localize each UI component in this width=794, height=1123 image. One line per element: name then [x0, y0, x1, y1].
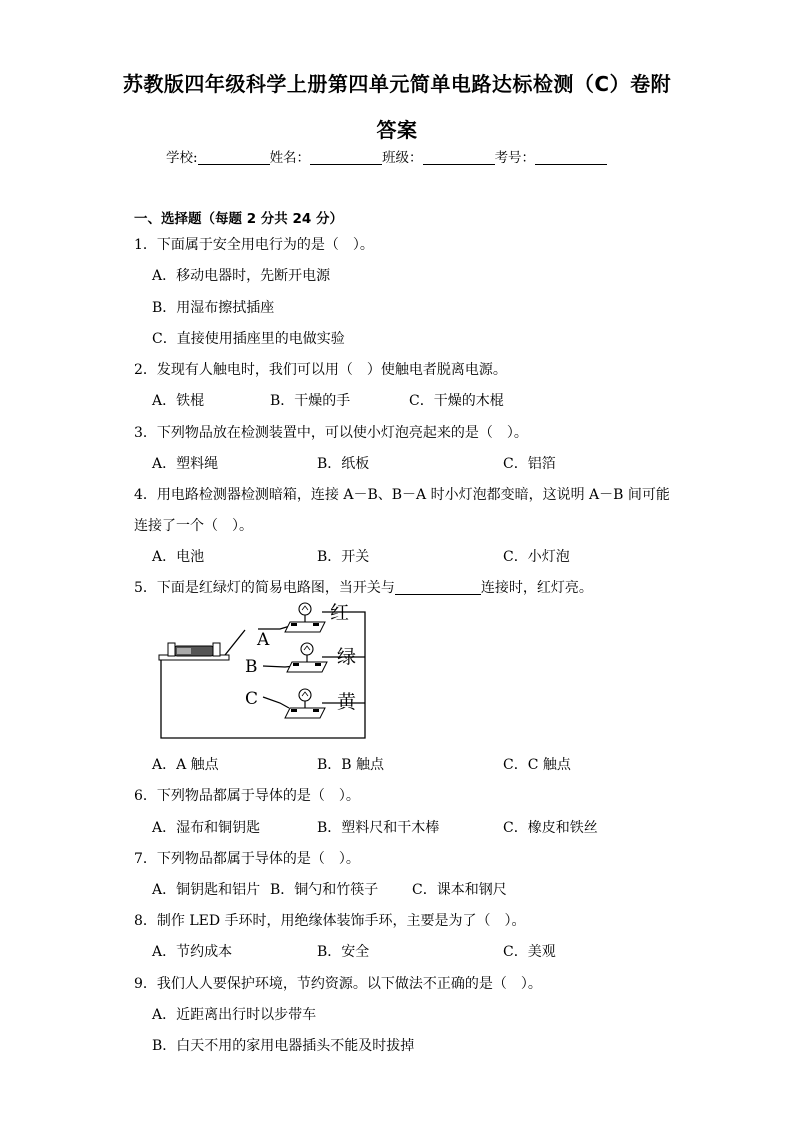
green-label: 绿 — [337, 646, 357, 668]
class-blank[interactable] — [423, 150, 495, 165]
q3-option-a: A．塑料绳 — [152, 456, 219, 472]
section-heading: 一、选择题（每题 2 分共 24 分） — [134, 211, 343, 227]
q6-option-c: C．橡皮和铁丝 — [503, 820, 598, 836]
question-6: 6．下列物品都属于导体的是（ ）。 — [134, 788, 360, 804]
contact-b-label: B — [245, 657, 258, 677]
q8-option-c: C．美观 — [503, 944, 556, 960]
q8-option-b: B．安全 — [317, 944, 370, 960]
page-title-continued: 答案 — [376, 118, 418, 142]
q8-option-a: A．节约成本 — [152, 944, 233, 960]
q2-option-c: C．干燥的木棍 — [409, 393, 504, 409]
school-label: 学校: — [166, 150, 198, 166]
question-4-continued: 连接了一个（ ）。 — [134, 518, 253, 534]
q4-option-b: B．开关 — [317, 549, 370, 565]
q3-option-c: C．铝箔 — [503, 456, 556, 472]
q1-option-b: B．用湿布擦拭插座 — [152, 300, 275, 316]
q3-option-b: B．纸板 — [317, 456, 370, 472]
q7-option-a: A．铜钥匙和铝片 — [152, 882, 261, 898]
question-5-text: 5．下面是红绿灯的简易电路图，当开关与 — [134, 580, 395, 596]
q4-option-c: C．小灯泡 — [503, 549, 570, 565]
q5-option-a: A．A 触点 — [152, 757, 219, 773]
traffic-light-circuit-diagram — [155, 600, 395, 740]
red-lamp-icon — [285, 603, 325, 632]
question-5-text-end: 连接时，红灯亮。 — [480, 580, 593, 596]
red-label: 红 — [330, 602, 350, 624]
question-9: 9．我们人人要保护环境，节约资源。以下做法不正确的是（ ）。 — [134, 976, 542, 992]
student-info-row — [166, 146, 607, 166]
question-3: 3．下列物品放在检测装置中，可以使小灯泡亮起来的是（ ）。 — [134, 425, 528, 441]
name-blank[interactable] — [310, 150, 382, 165]
q5-answer-blank[interactable] — [395, 580, 481, 595]
name-label: 姓名： — [269, 150, 311, 166]
q7-option-b: B．铜勺和竹筷子 — [270, 882, 379, 898]
q5-option-c: C．C 触点 — [503, 757, 571, 773]
q7-option-c: C．课本和钢尺 — [412, 882, 507, 898]
class-label: 班级： — [382, 150, 423, 166]
yellow-label: 黄 — [337, 691, 357, 713]
question-7: 7．下列物品都属于导体的是（ ）。 — [134, 851, 360, 867]
q6-option-b: B．塑料尺和干木棒 — [317, 820, 440, 836]
q4-option-a: A．电池 — [152, 549, 205, 565]
question-5 — [134, 577, 593, 597]
q5-option-b: B．B 触点 — [317, 757, 385, 773]
page-title: 苏教版四年级科学上册第四单元简单电路达标检测（C）卷附 — [122, 72, 672, 96]
q6-option-a: A．湿布和铜钥匙 — [152, 820, 261, 836]
q9-option-a: A．近距离出行时以步带车 — [152, 1007, 317, 1023]
question-1: 1．下面属于安全用电行为的是（ ）。 — [134, 237, 374, 253]
question-4: 4．用电路检测器检测暗箱，连接 A－B、B－A 时小灯泡都变暗，这说明 A－B 间可能 — [134, 487, 670, 503]
exam-no-label: 考号： — [494, 150, 536, 166]
contact-c-label: C — [245, 689, 259, 709]
question-2: 2．发现有人触电时，我们可以用（ ）使触电者脱离电源。 — [134, 362, 507, 378]
q1-option-c: C．直接使用插座里的电做实验 — [152, 331, 345, 347]
q2-option-b: B．干燥的手 — [270, 393, 351, 409]
green-lamp-icon — [287, 643, 327, 672]
q9-option-b: B．白天不用的家用电器插头不能及时拔掉 — [152, 1038, 415, 1054]
q1-option-a: A．移动电器时，先断开电源 — [152, 268, 331, 284]
exam-no-blank[interactable] — [535, 150, 607, 165]
yellow-lamp-icon — [285, 689, 325, 718]
switch-arm — [225, 630, 245, 655]
contact-a-label: A — [257, 630, 270, 650]
q2-option-a: A．铁棍 — [152, 393, 205, 409]
question-8: 8．制作 LED 手环时，用绝缘体装饰手环，主要是为了（ ）。 — [134, 913, 526, 929]
school-blank[interactable] — [198, 150, 270, 165]
